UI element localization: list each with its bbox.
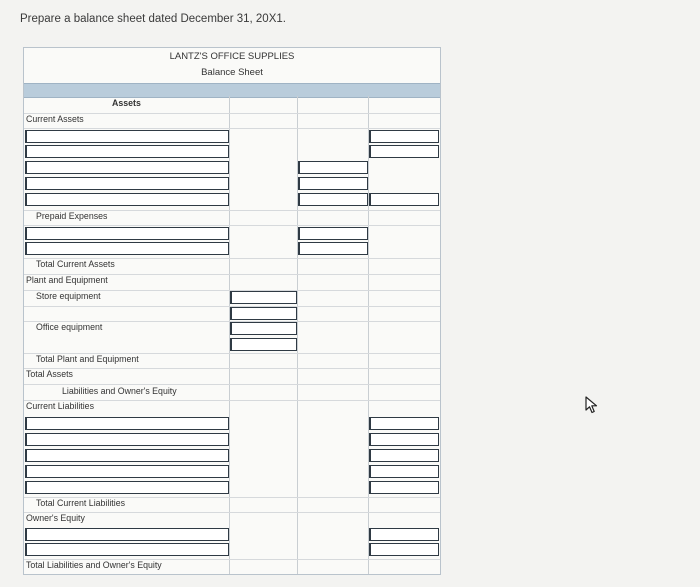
current-asset-name-input[interactable] xyxy=(25,161,229,174)
header-band xyxy=(24,83,440,98)
current-liability-amount-input[interactable] xyxy=(369,449,439,462)
row-line xyxy=(24,128,440,129)
row-line xyxy=(24,113,440,114)
prepaid-expense-amount-input[interactable] xyxy=(298,242,368,255)
current-liability-amount-input[interactable] xyxy=(369,465,439,478)
prepaid-expense-amount-input[interactable] xyxy=(298,227,368,240)
prepaid-expense-name-input[interactable] xyxy=(25,227,229,240)
assets-heading: Assets xyxy=(112,98,141,108)
statement-title: Balance Sheet xyxy=(201,67,263,78)
office-equipment-cost-input[interactable] xyxy=(230,322,297,335)
current-asset-total-input[interactable] xyxy=(369,130,439,143)
owners-equity-amount-input[interactable] xyxy=(369,543,439,556)
current-asset-total-input[interactable] xyxy=(369,193,439,206)
office-equipment-label: Office equipment xyxy=(36,322,103,332)
owners-equity-name-input[interactable] xyxy=(25,528,229,541)
current-asset-amount-input[interactable] xyxy=(298,177,368,190)
owners-equity-label: Owner's Equity xyxy=(26,513,85,523)
current-liability-name-input[interactable] xyxy=(25,417,229,430)
prepaid-expenses-label: Prepaid Expenses xyxy=(36,211,108,221)
balance-sheet-form xyxy=(23,47,441,575)
owners-equity-name-input[interactable] xyxy=(25,543,229,556)
current-liability-name-input[interactable] xyxy=(25,449,229,462)
store-equipment-label: Store equipment xyxy=(36,291,101,301)
mouse-pointer-icon xyxy=(584,396,600,414)
current-asset-total-input[interactable] xyxy=(369,145,439,158)
current-liability-name-input[interactable] xyxy=(25,481,229,494)
current-asset-name-input[interactable] xyxy=(25,177,229,190)
row-line xyxy=(24,384,440,385)
liabilities-equity-heading: Liabilities and Owner's Equity xyxy=(62,386,177,396)
company-name: LANTZ'S OFFICE SUPPLIES xyxy=(169,51,295,62)
current-liability-amount-input[interactable] xyxy=(369,417,439,430)
total-current-liabilities-label: Total Current Liabilities xyxy=(36,498,125,508)
current-asset-amount-input[interactable] xyxy=(298,193,368,206)
row-line xyxy=(24,368,440,369)
instruction-text: Prepare a balance sheet dated December 31, 20X1. xyxy=(20,13,286,25)
current-asset-name-input[interactable] xyxy=(25,130,229,143)
total-liabilities-equity-label: Total Liabilities and Owner's Equity xyxy=(26,560,162,570)
current-liabilities-label: Current Liabilities xyxy=(26,401,94,411)
store-equipment-cost-input[interactable] xyxy=(230,291,297,304)
owners-equity-amount-input[interactable] xyxy=(369,528,439,541)
total-assets-label: Total Assets xyxy=(26,369,73,379)
column-divider xyxy=(229,96,230,574)
current-liability-amount-input[interactable] xyxy=(369,433,439,446)
row-line xyxy=(24,225,440,226)
current-asset-name-input[interactable] xyxy=(25,145,229,158)
current-liability-name-input[interactable] xyxy=(25,465,229,478)
current-asset-amount-input[interactable] xyxy=(298,161,368,174)
store-equipment-depreciation-input[interactable] xyxy=(230,307,297,320)
current-liability-name-input[interactable] xyxy=(25,433,229,446)
current-assets-label: Current Assets xyxy=(26,114,84,124)
column-divider xyxy=(368,96,369,574)
plant-and-equipment-label: Plant and Equipment xyxy=(26,275,108,285)
office-equipment-depreciation-input[interactable] xyxy=(230,338,297,351)
prepaid-expense-name-input[interactable] xyxy=(25,242,229,255)
total-current-assets-label: Total Current Assets xyxy=(36,259,115,269)
row-line xyxy=(24,512,440,513)
current-asset-name-input[interactable] xyxy=(25,193,229,206)
total-plant-equipment-label: Total Plant and Equipment xyxy=(36,354,139,364)
current-liability-amount-input[interactable] xyxy=(369,481,439,494)
